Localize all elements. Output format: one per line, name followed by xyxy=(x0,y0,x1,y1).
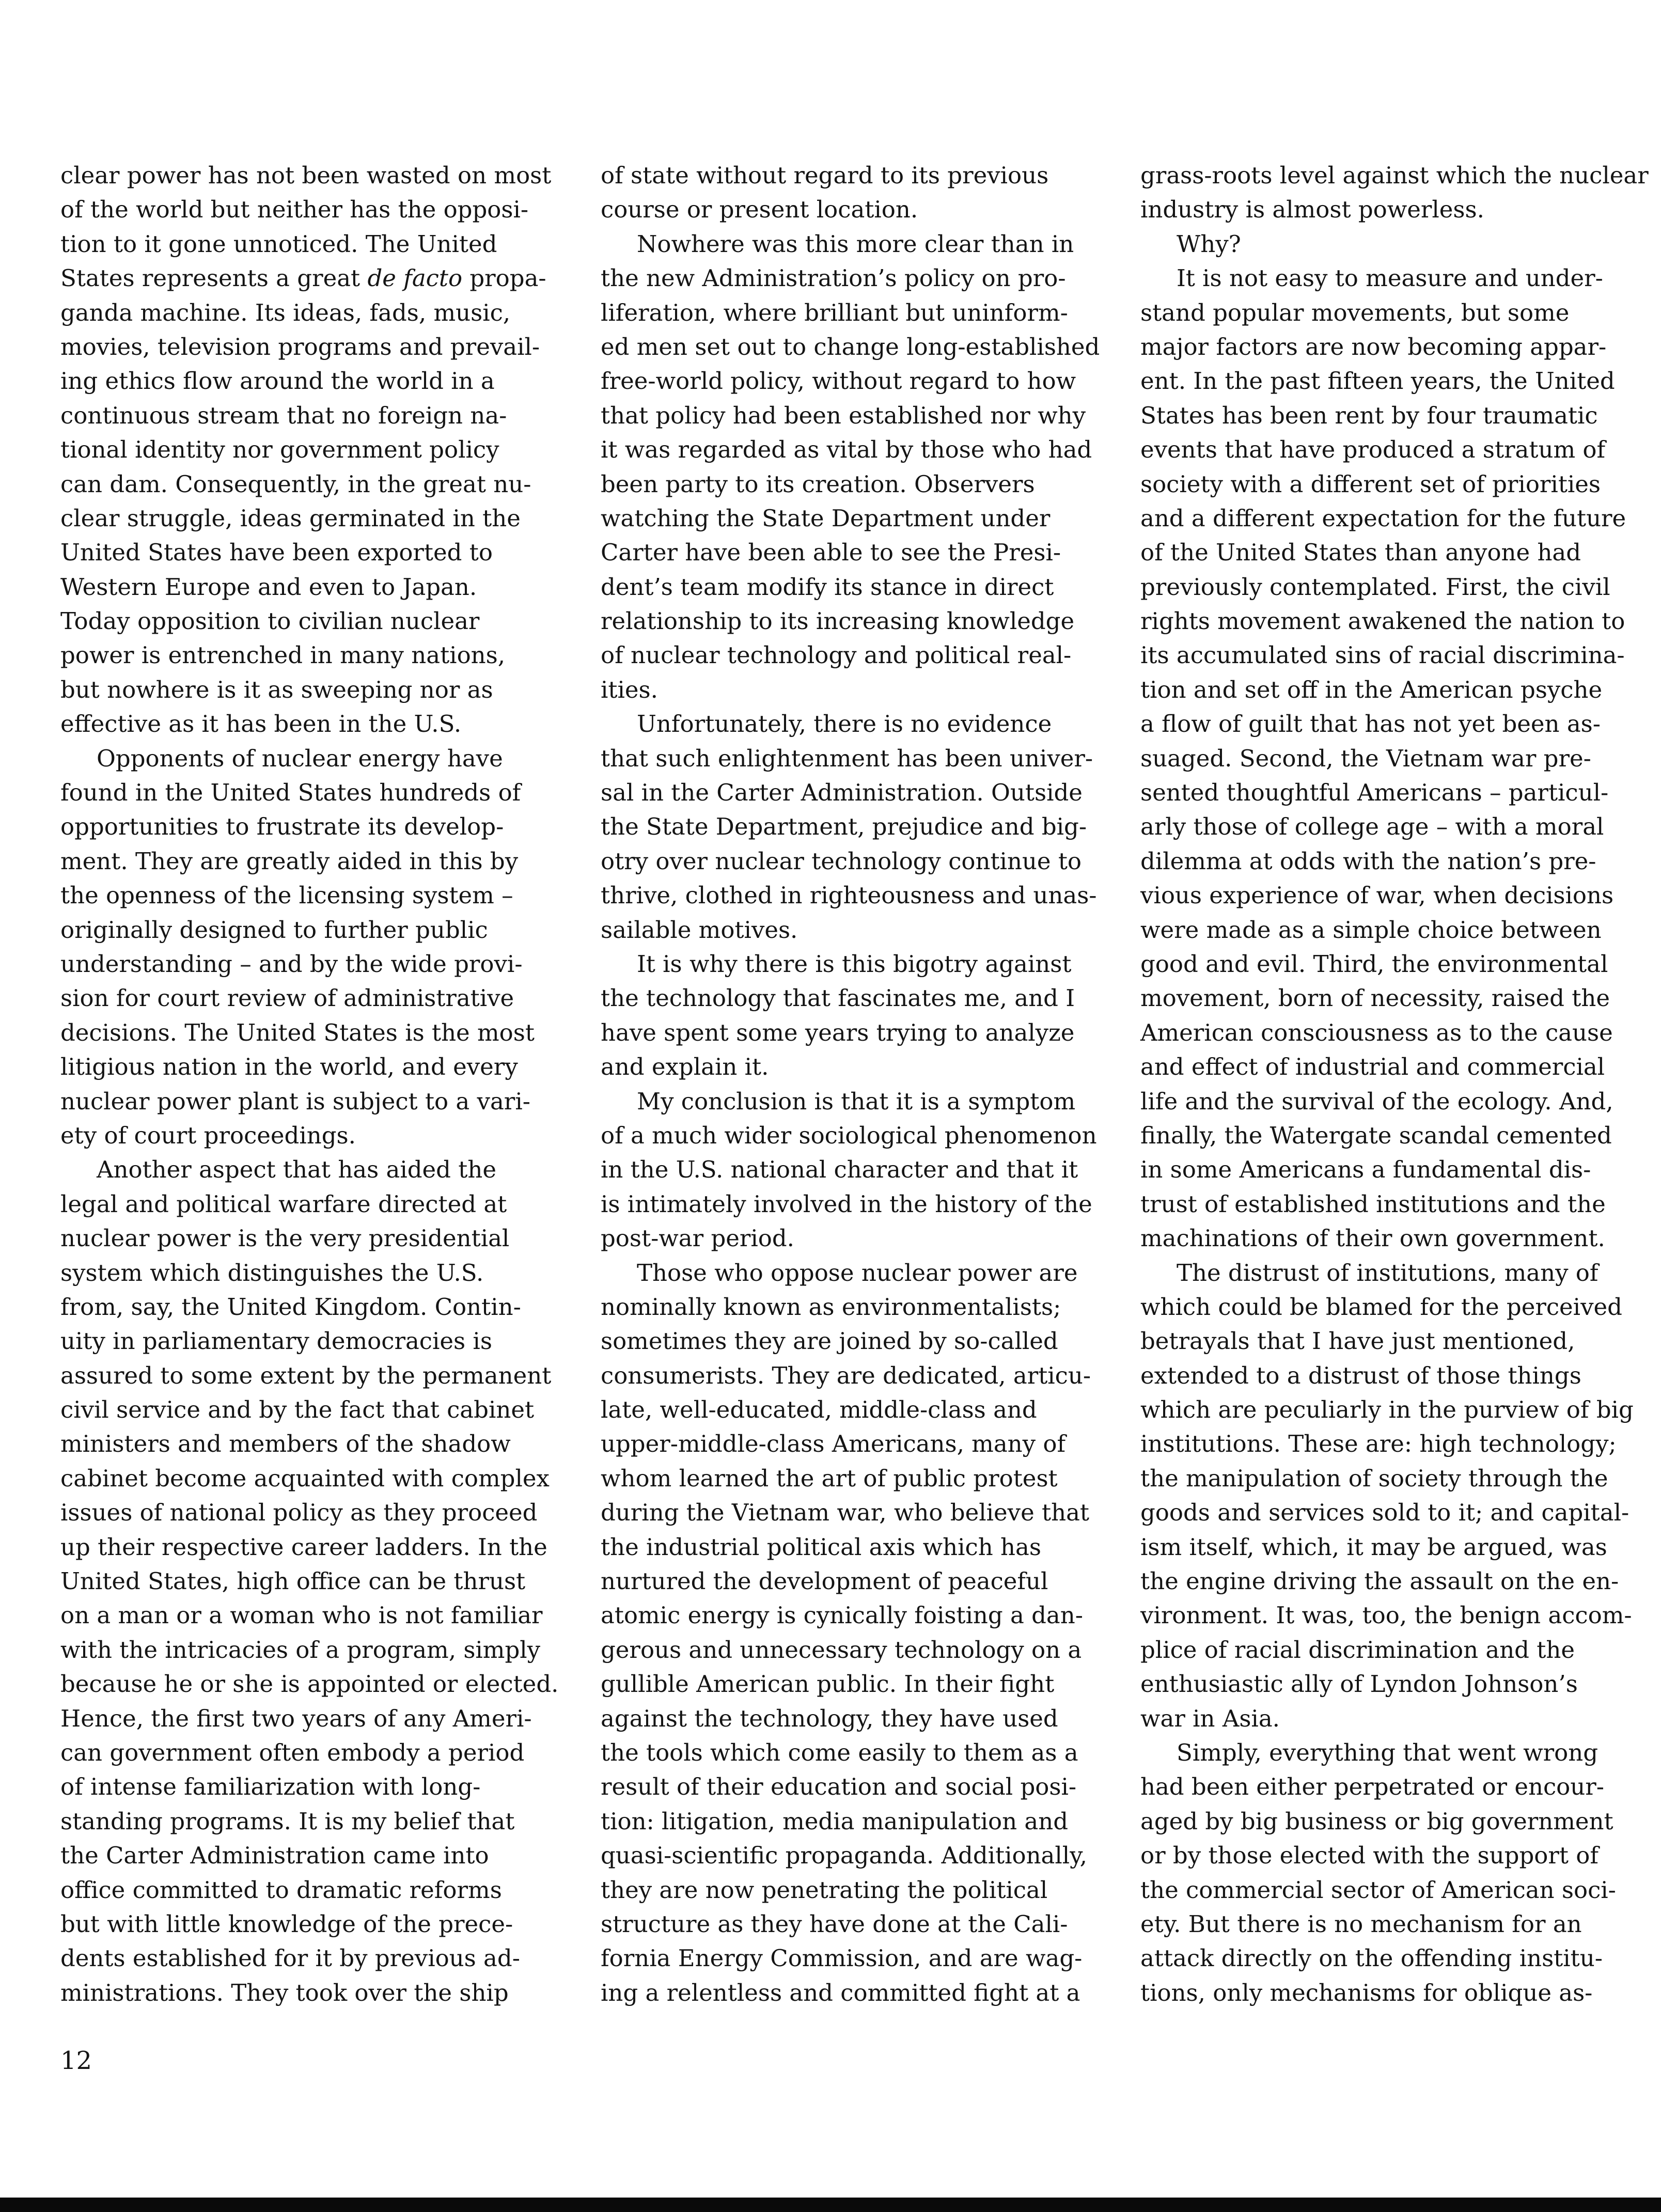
text-line: liferation, where brilliant but uninform- xyxy=(601,299,1068,326)
text-line: It is not easy to measure and under- xyxy=(1177,264,1603,292)
text-line: life and the survival of the ecology. And, xyxy=(1140,1087,1613,1115)
text-line: dent’s team modify its stance in direct xyxy=(601,573,1054,601)
text-line: upper-middle-class Americans, many of xyxy=(601,1430,1066,1458)
text-line: finally, the Watergate scandal cemented xyxy=(1140,1121,1612,1149)
bottom-border xyxy=(0,2198,1661,2212)
text-line: ganda machine. Its ideas, fads, music, xyxy=(60,299,511,326)
text-line: the technology that fascinates me, and I xyxy=(601,984,1075,1012)
text-line: ety. But there is no mechanism for an xyxy=(1140,1910,1582,1938)
text-line: can government often embody a period xyxy=(60,1738,525,1766)
text-line: against the technology, they have used xyxy=(601,1704,1058,1732)
text-line: cabinet become acquainted with complex xyxy=(60,1464,550,1492)
text-line: is intimately involved in the history of the xyxy=(601,1190,1092,1218)
text-line: or by those elected with the support of xyxy=(1140,1842,1599,1870)
text-line: Hence, the first two years of any Ameri- xyxy=(60,1704,532,1732)
text-line: plice of racial discrimination and the xyxy=(1140,1636,1575,1664)
text-line: ministrations. They took over the ship xyxy=(60,1979,509,2006)
text-line: otry over nuclear technology continue to xyxy=(601,847,1082,875)
text-line: the industrial political axis which has xyxy=(601,1533,1041,1561)
text-line: goods and services sold to it; and capital- xyxy=(1140,1499,1629,1527)
text-line: free-world policy, without regard to how xyxy=(601,367,1076,395)
text-line: machinations of their own government. xyxy=(1140,1225,1605,1252)
text-line: on a man or a woman who is not familiar xyxy=(60,1602,543,1629)
text-line: effective as it has been in the U.S. xyxy=(60,710,462,738)
text-line: with the intricacies of a program, simply xyxy=(60,1636,541,1664)
italic-phrase: de facto xyxy=(367,264,463,292)
text-line: Carter have been able to see the Presi- xyxy=(601,539,1061,567)
text-line: sal in the Carter Administration. Outside xyxy=(601,779,1083,807)
text-line: in the U.S. national character and that it xyxy=(601,1156,1078,1184)
text-line: dilemma at odds with the nation’s pre- xyxy=(1140,847,1596,875)
text-line: sailable motives. xyxy=(601,916,798,944)
text-line: trust of established institutions and the xyxy=(1140,1190,1606,1218)
text-line: assured to some extent by the permanent xyxy=(60,1361,552,1389)
text-line: good and evil. Third, the environmental xyxy=(1140,950,1608,978)
text-line: clear struggle, ideas germinated in the xyxy=(60,504,521,532)
text-column-2 xyxy=(601,159,1100,2010)
text-line: of a much wider sociological phenomenon xyxy=(601,1121,1097,1149)
text-line: ety of court proceedings. xyxy=(60,1121,356,1149)
text-line: ism itself, which, it may be argued, was xyxy=(1140,1533,1607,1561)
text-line: It is why there is this bigotry against xyxy=(637,950,1072,978)
text-segment: States represents a great xyxy=(60,264,368,292)
text-line: understanding – and by the wide provi- xyxy=(60,950,523,978)
text-line: movement, born of necessity, raised the xyxy=(1140,984,1610,1012)
text-line: watching the State Department under xyxy=(601,504,1051,532)
text-line: ment. They are greatly aided in this by xyxy=(60,847,519,875)
text-line: ing ethics flow around the world in a xyxy=(60,367,495,395)
text-line: Opponents of nuclear energy have xyxy=(97,744,503,772)
text-line: whom learned the art of public protest xyxy=(601,1464,1058,1492)
text-line: clear power has not been wasted on most xyxy=(60,162,552,189)
text-line: opportunities to frustrate its develop- xyxy=(60,813,504,841)
text-line: in some Americans a fundamental dis- xyxy=(1140,1156,1591,1184)
text-line: thrive, clothed in righteousness and unas- xyxy=(601,882,1097,909)
text-line: ent. In the past fifteen years, the United xyxy=(1140,367,1615,395)
text-line: Unfortunately, there is no evidence xyxy=(637,710,1052,738)
text-line: its accumulated sins of racial discrimina- xyxy=(1140,641,1625,669)
text-line: movies, television programs and prevail- xyxy=(60,333,540,360)
text-line: grass-roots level against which the nuclear xyxy=(1140,162,1649,189)
text-line: been party to its creation. Observers xyxy=(601,470,1035,498)
text-line: tional identity nor government policy xyxy=(60,436,499,464)
text-line: that policy had been established nor why xyxy=(601,401,1086,429)
text-line: uity in parliamentary democracies is xyxy=(60,1327,492,1355)
text-line xyxy=(60,261,546,295)
text-line: Today opposition to civilian nuclear xyxy=(60,607,480,635)
text-line: litigious nation in the world, and every xyxy=(60,1053,518,1081)
text-line: society with a different set of priorities xyxy=(1140,470,1601,498)
text-line: and effect of industrial and commercial xyxy=(1140,1053,1605,1081)
text-line: and a different expectation for the future xyxy=(1140,504,1626,532)
text-line: sented thoughtful Americans – particul- xyxy=(1140,779,1609,807)
text-line: vious experience of war, when decisions xyxy=(1140,882,1614,909)
text-line: of state without regard to its previous xyxy=(601,162,1049,189)
text-line: they are now penetrating the political xyxy=(601,1876,1048,1904)
text-line: extended to a distrust of those things xyxy=(1140,1361,1581,1389)
text-line: ed men set out to change long-established xyxy=(601,333,1100,360)
text-line: The distrust of institutions, many of xyxy=(1177,1259,1599,1287)
text-line: quasi-scientific propaganda. Additionally, xyxy=(601,1842,1087,1870)
text-line: fornia Energy Commission, and are wag- xyxy=(601,1944,1083,1972)
text-line: issues of national policy as they proceed xyxy=(60,1499,538,1527)
text-line: events that have produced a stratum of xyxy=(1140,436,1606,464)
text-line: result of their education and social posi- xyxy=(601,1773,1077,1801)
text-line: the manipulation of society through the xyxy=(1140,1464,1608,1492)
text-line: nurtured the development of peaceful xyxy=(601,1567,1048,1595)
text-line: Western Europe and even to Japan. xyxy=(60,573,477,601)
text-line: tions, only mechanisms for oblique as- xyxy=(1140,1979,1593,2006)
text-line: consumerists. They are dedicated, articu- xyxy=(601,1361,1091,1389)
text-segment: propa- xyxy=(462,264,546,292)
text-line: war in Asia. xyxy=(1140,1704,1280,1732)
text-line: continuous stream that no foreign na- xyxy=(60,401,507,429)
text-line: but with little knowledge of the prece- xyxy=(60,1910,513,1938)
text-line: Simply, everything that went wrong xyxy=(1177,1738,1599,1766)
text-line: of intense familiarization with long- xyxy=(60,1773,481,1801)
text-line: civil service and by the fact that cabinet xyxy=(60,1396,535,1424)
text-line: tion and set off in the American psyche xyxy=(1140,676,1603,703)
text-line: power is entrenched in many nations, xyxy=(60,641,506,669)
text-line: ities. xyxy=(601,676,658,703)
text-line: system which distinguishes the U.S. xyxy=(60,1259,484,1287)
text-line: found in the United States hundreds of xyxy=(60,779,521,807)
text-line: it was regarded as vital by those who had xyxy=(601,436,1092,464)
text-line: course or present location. xyxy=(601,196,918,224)
text-line: My conclusion is that it is a symptom xyxy=(637,1087,1076,1115)
text-line: which are peculiarly in the purview of big xyxy=(1140,1396,1634,1424)
text-line: dents established for it by previous ad- xyxy=(60,1944,520,1972)
text-line: American consciousness as to the cause xyxy=(1140,1018,1613,1046)
text-line: betrayals that I have just mentioned, xyxy=(1140,1327,1575,1355)
text-line: late, well-educated, middle-class and xyxy=(601,1396,1037,1424)
text-line: can dam. Consequently, in the great nu- xyxy=(60,470,531,498)
text-line: structure as they have done at the Cali- xyxy=(601,1910,1068,1938)
text-line: were made as a simple choice between xyxy=(1140,916,1602,944)
text-line: the commercial sector of American soci- xyxy=(1140,1876,1616,1904)
text-line: stand popular movements, but some xyxy=(1140,299,1570,326)
text-line: the Carter Administration came into xyxy=(60,1842,489,1870)
text-line: nuclear power is the very presidential xyxy=(60,1225,510,1252)
text-line: institutions. These are: high technology; xyxy=(1140,1430,1617,1458)
text-line: have spent some years trying to analyze xyxy=(601,1018,1075,1046)
text-line: major factors are now becoming appar- xyxy=(1140,333,1607,360)
text-line: decisions. The United States is the most xyxy=(60,1018,535,1046)
text-line: United States have been exported to xyxy=(60,539,493,567)
text-line: ing a relentless and committed fight at a xyxy=(601,1979,1080,2006)
text-line: the new Administration’s policy on pro- xyxy=(601,264,1066,292)
text-line: industry is almost powerless. xyxy=(1140,196,1484,224)
text-line: ministers and members of the shadow xyxy=(60,1430,511,1458)
text-line: Those who oppose nuclear power are xyxy=(637,1259,1078,1287)
text-line: standing programs. It is my belief that xyxy=(60,1807,515,1835)
text-line: during the Vietnam war, who believe that xyxy=(601,1499,1089,1527)
text-line: rights movement awakened the nation to xyxy=(1140,607,1625,635)
text-line: previously contemplated. First, the civil xyxy=(1140,573,1610,601)
text-column-3 xyxy=(1140,159,1649,2010)
text-line: the engine driving the assault on the en- xyxy=(1140,1567,1619,1595)
text-line: gullible American public. In their fight xyxy=(601,1670,1055,1698)
text-line: arly those of college age – with a moral xyxy=(1140,813,1604,841)
text-line: atomic energy is cynically foisting a dan- xyxy=(601,1602,1083,1629)
text-line: office committed to dramatic reforms xyxy=(60,1876,502,1904)
text-line: the tools which come easily to them as a xyxy=(601,1738,1078,1766)
text-line: of the world but neither has the opposi- xyxy=(60,196,529,224)
text-line: the State Department, prejudice and big- xyxy=(601,813,1087,841)
text-column-1 xyxy=(60,159,559,2010)
text-line: of the United States than anyone had xyxy=(1140,539,1581,567)
text-line: Nowhere was this more clear than in xyxy=(637,230,1074,258)
text-line: which could be blamed for the perceived xyxy=(1140,1293,1622,1321)
text-line: tion: litigation, media manipulation and xyxy=(601,1807,1069,1835)
page-number: 12 xyxy=(60,2046,92,2075)
text-line: but nowhere is it as sweeping nor as xyxy=(60,676,493,703)
text-line: enthusiastic ally of Lyndon Johnson’s xyxy=(1140,1670,1578,1698)
text-line: relationship to its increasing knowledge xyxy=(601,607,1075,635)
text-line: up their respective career ladders. In the xyxy=(60,1533,547,1561)
text-line: Another aspect that has aided the xyxy=(97,1156,496,1184)
text-line: from, say, the United Kingdom. Contin- xyxy=(60,1293,521,1321)
text-line: had been either perpetrated or encour- xyxy=(1140,1773,1604,1801)
text-line: aged by big business or big government xyxy=(1140,1807,1613,1835)
text-line: tion to it gone unnoticed. The United xyxy=(60,230,497,258)
text-line: Why? xyxy=(1177,230,1241,258)
text-line: United States, high office can be thrust xyxy=(60,1567,526,1595)
text-line: gerous and unnecessary technology on a xyxy=(601,1636,1082,1664)
text-line: States has been rent by four traumatic xyxy=(1140,401,1598,429)
text-line: nuclear power plant is subject to a vari- xyxy=(60,1087,530,1115)
text-line: that such enlightenment has been univer- xyxy=(601,744,1093,772)
text-line: legal and political warfare directed at xyxy=(60,1190,507,1218)
text-line: suaged. Second, the Vietnam war pre- xyxy=(1140,744,1591,772)
text-line: sion for court review of administrative xyxy=(60,984,514,1012)
text-line: nominally known as environmentalists; xyxy=(601,1293,1061,1321)
text-line: a flow of guilt that has not yet been as- xyxy=(1140,710,1601,738)
text-line: attack directly on the offending institu- xyxy=(1140,1944,1603,1972)
text-line: because he or she is appointed or elected. xyxy=(60,1670,559,1698)
text-line: and explain it. xyxy=(601,1053,769,1081)
text-line: post-war period. xyxy=(601,1225,794,1252)
text-line: of nuclear technology and political real- xyxy=(601,641,1072,669)
text-line: vironment. It was, too, the benign accom- xyxy=(1140,1602,1632,1629)
text-line: the openness of the licensing system – xyxy=(60,882,513,909)
text-line: originally designed to further public xyxy=(60,916,488,944)
text-line: sometimes they are joined by so-called xyxy=(601,1327,1058,1355)
